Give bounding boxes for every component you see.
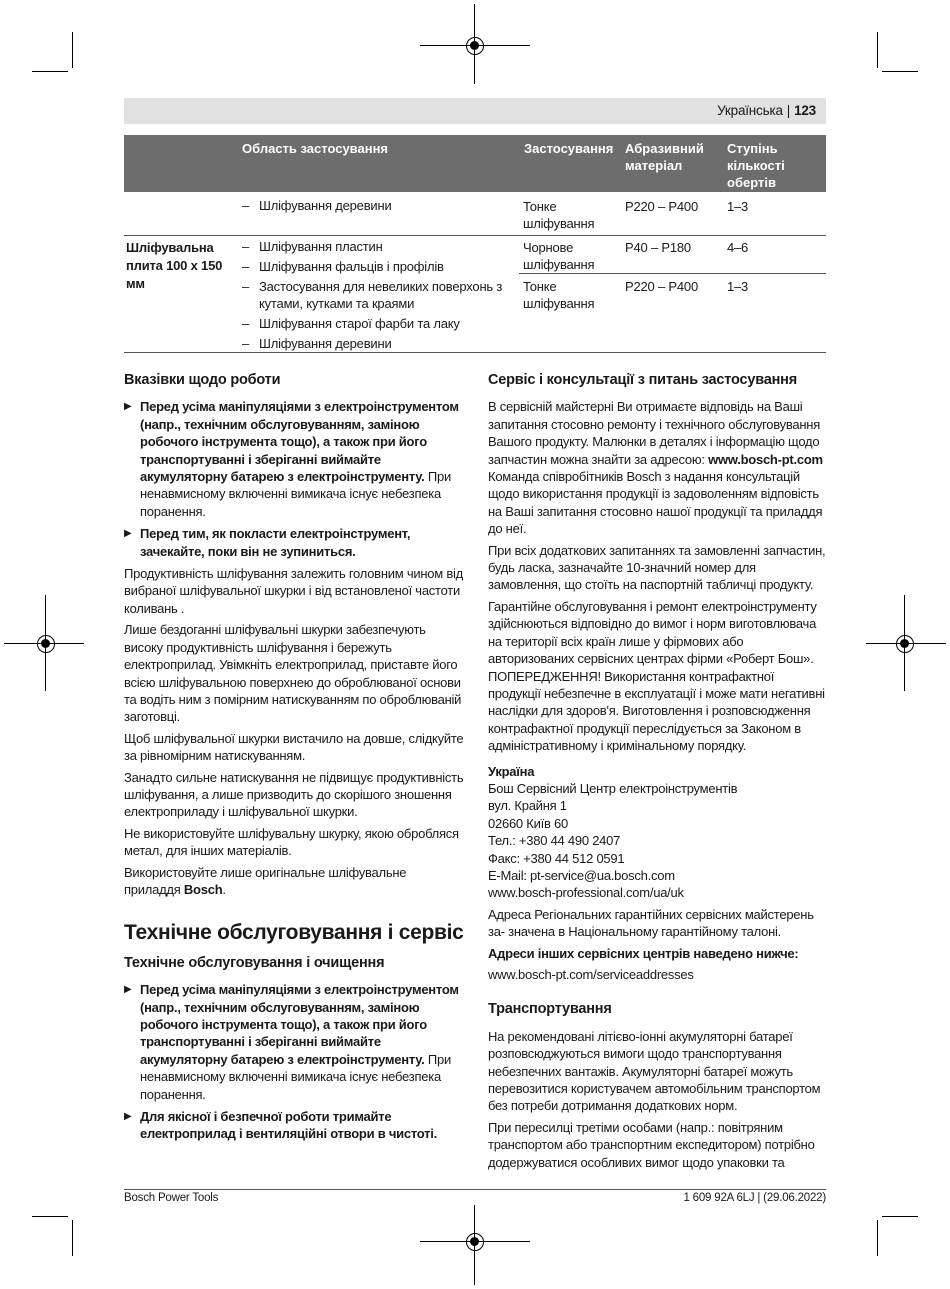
crop-mark [882,1216,918,1217]
table-divider [124,235,826,236]
row2a-speed: 4–6 [727,240,749,255]
section-title-maintenance: Технічне обслуговування і очищення [124,954,385,971]
paragraph: Занадто сильне натискування не підвищує продуктивність шліфування, а лише призводить до скорішого зношення електроприладу і шліфувальної шкурки. [124,769,464,820]
page-header [124,98,826,124]
warning-bold: Перед усіма маніпуляціями з електроінструментом (напр., технічним обслуговуванням, заміною робочого інструмента тощо), а також при його транспортуванні і зберіганні виймайте акумуляторну батарею з електроінструменту. [140,399,459,485]
section-title-service: Технічне обслуговування і сервіс [124,921,464,945]
crop-mark [877,1220,878,1256]
warning-bold: Перед усіма маніпуляціями з електроінструментом (напр., технічним обслуговуванням, заміною робочого інструмента тощо), а також при його транспортуванні і зберіганні виймайте акумуляторну батарею з електроінструменту. [140,982,459,1067]
paragraph-text: . [222,881,226,897]
section-title-consultation: Сервіс і консультації з питань застосування [488,372,797,388]
paragraph: При пересилці третіми особами (напр.: повітряним транспортом або транспортним експедитором) потрібно додержуватися особливих вимог щодо упаковки та [488,1119,815,1170]
footer-rule [124,1189,826,1190]
list-item: – Шліфування фальців і профілів [242,258,512,275]
brand-name: Bosch [183,881,223,897]
row2-areas [242,238,512,355]
address-phone: Тел.: +380 44 490 2407 [488,833,621,849]
col-header-area: Область застосування [242,141,389,156]
footer-doc-id: 1 609 92A 6LJ | (29.06.2022) [683,1192,826,1204]
footer-brand: Bosch Power Tools [124,1192,219,1204]
service-addresses-link[interactable]: www.bosch-pt.com/serviceaddresses [488,967,694,982]
address-line: 02660 Київ 60 [488,815,568,831]
crop-mark [72,32,73,68]
warning-bold: Для якісної і безпечної роботи тримайте електроприлад і вентиляційні отвори в чистоті. [140,1109,438,1142]
left-column [124,372,466,1148]
header-language: Українська [717,103,783,118]
section-title-transport: Транспортування [488,1001,612,1018]
list-item: – Шліфування пластин [242,238,512,255]
address-fax: Факс: +380 44 512 0591 [488,850,625,866]
row2-tool: Шліфувальна плита 100 x 150 мм [126,240,223,291]
paragraph: Лише бездоганні шліфувальні шкурки забезпечують високу продуктивність шліфування і бережуть електроприлад. Увімкніть електроприлад, приставте його всією шліфувальною поверхнею до оброблюваної основи та водіть ним з помірним натискуванням по оброблюваній заготовці. [124,622,462,725]
paragraph: Продуктивність шліфування залежить головним чином від вибраної шліфувальної шкурки і від встановленої частоти коливань . [124,566,463,616]
list-item: – Шліфування деревини [242,197,512,214]
warning-bold: Перед тим, як покласти електроінструмент, зачекайте, поки він не зупиниться. [140,526,411,559]
crop-mark [877,32,878,68]
row2a-use: Чорнове шліфування [523,240,595,272]
paragraph: При всіх додаткових запитаннях та замовленні запчастин, будь ласка, зазначайте 10-значний номер для замовлення, що стоїть на паспортній табличці продукту. [488,542,826,593]
address-line: Бош Сервісний Центр електроінструментів [488,780,738,796]
paragraph: На рекомендовані літієво-іонні акумуляторні батареї розповсюджуються вимоги щодо транспортування небезпечних вантажів. Акумуляторні батареї можуть перевозитися користувачем автомобільним транспортом без потреби дотримання додаткових норм. [488,1028,821,1114]
warning-item [124,398,466,520]
warning-text: При ненавмисному включенні вимикача існує небезпека поранення. [140,469,451,519]
row2a-abrasive: P40 – P180 [625,240,691,255]
crop-mark [72,1220,73,1256]
address-email[interactable]: E-Mail: pt-service@ua.bosch.com [488,867,675,883]
table-divider [519,273,826,274]
row1-areas [242,197,512,217]
crop-mark [882,71,918,72]
registration-mark-icon [896,635,914,653]
row1-speed: 1–3 [727,199,749,214]
row1-use: Тонке шліфування [523,199,595,231]
paragraph-text: В сервісній майстерні Ви отримаєте відповідь на Ваші запитання стосовно ремонту і технічного обслуговування Вашого продукту. Малюнки в деталях і інформацію щодо запчастин можна знайти за адресою: [488,399,821,467]
col-header-use: Застосування [524,141,614,156]
website-link[interactable]: www.bosch-pt.com [708,451,823,467]
registration-mark-icon [466,37,484,55]
row2b-use: Тонке шліфування [523,279,595,311]
page-number: 123 [794,103,816,118]
application-table [124,135,826,351]
warning-item [124,981,466,1103]
paragraph-text: Команда співробітників Bosch з надання консультацій щодо використання продукції із задоволенням відповість на Ваші запитання стосовно нашої продукції та приладдя до неї. [488,469,823,537]
registration-mark-icon [37,635,55,653]
warning-text: При ненавмисному включенні вимикача існує небезпека поранення. [140,1051,451,1102]
paragraph [124,864,466,899]
paragraph: Гарантійне обслуговування і ремонт електроінструменту здійснюються відповідно до вимог і норм виготовлювача на території всіх країн лише у фірмових або авторизованих сервісних центрах фірми «Роберт Бош». ПОПЕРЕДЖЕННЯ! Використання контрафактної продукції небезпечне в експлуатації і може мати негативні наслідки для здоров'я. Виготовлення і розповсюдження контрафактної продукції переслідується за Законом в адміністративному і кримінальному порядку. [488,598,825,754]
row1-abrasive: P220 – P400 [625,199,698,214]
row2b-speed: 1–3 [727,279,749,294]
col-header-speed: Ступінь кількості обертів [727,141,785,190]
paragraph-text: Використовуйте лише оригінальне шліфувальне приладдя [124,864,407,897]
list-item: – Шліфування деревини [242,335,512,352]
row2b-abrasive: P220 – P400 [625,279,698,294]
page-header-text [717,103,816,118]
paragraph [488,398,826,537]
right-column [488,372,826,1175]
address-line: вул. Крайня 1 [488,798,567,814]
warning-item [124,525,466,560]
col-header-abrasive: Абразивний матеріал [625,141,704,173]
address-block [488,763,826,902]
crop-mark [32,71,68,72]
paragraph: Не використовуйте шліфувальну шкурку, якою обробляся метал, для інших матеріалів. [124,825,459,859]
address-website[interactable]: www.bosch-professional.com/ua/uk [488,885,684,901]
paragraph: Щоб шліфувальної шкурки вистачило на довше, слідкуйте за рівномірним натискуванням. [124,730,464,764]
list-item: – Шліфування старої фарби та лаку [242,315,512,332]
header-separator: | [786,103,791,118]
address-country: Україна [488,763,535,779]
table-bottom-rule [124,352,826,353]
list-item: – Застосування для невеликих поверхонь з кутами, кутками та краями [242,278,512,312]
other-centers-label: Адреси інших сервісних центрів наведено нижче: [488,945,799,961]
warning-item [124,1108,466,1143]
section-title-work: Вказівки щодо роботи [124,372,281,388]
table-header [124,135,826,192]
registration-mark-icon [466,1233,484,1251]
crop-mark [32,1216,68,1217]
paragraph: Адреса Регіональних гарантійних сервісних майстерень за- значена в Національному гарантійному талоні. [488,906,814,940]
